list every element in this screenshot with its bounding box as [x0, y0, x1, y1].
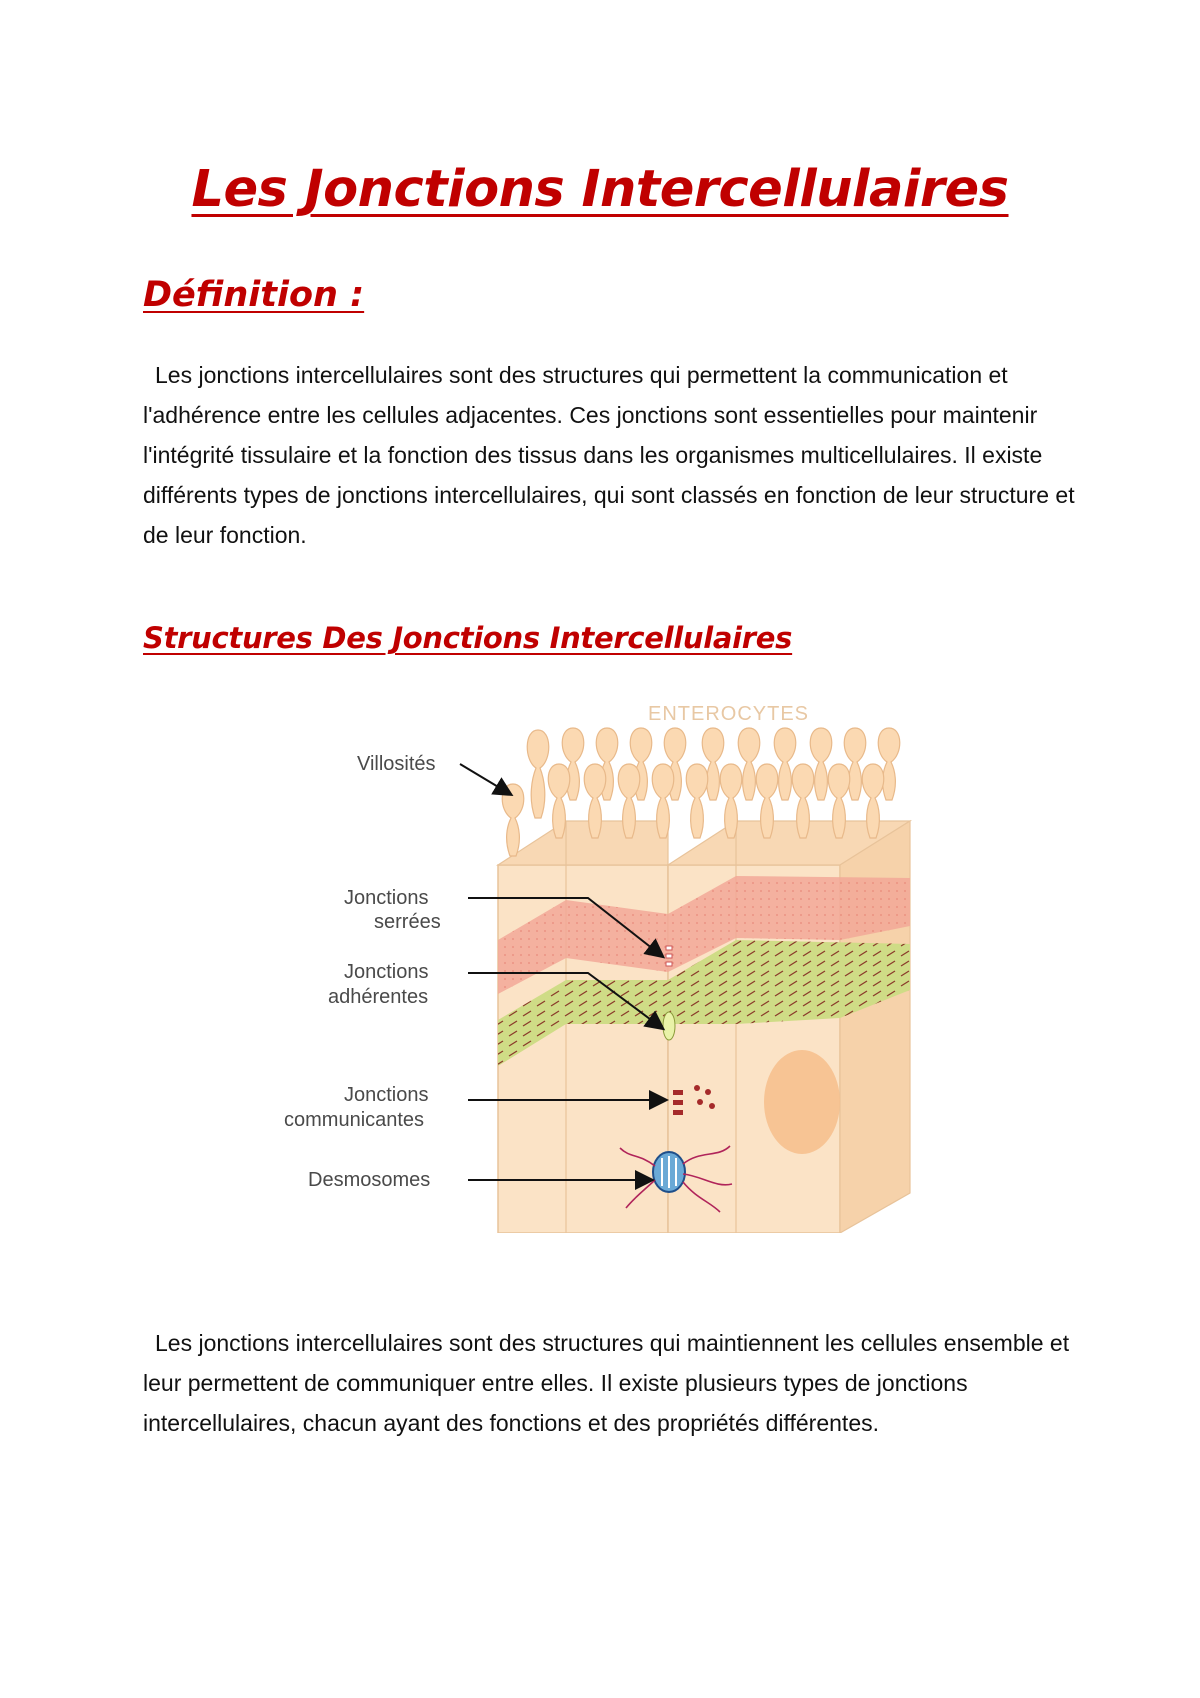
label-adherentes-2: adhérentes: [328, 986, 429, 1008]
label-serrees-2: serrées: [374, 911, 441, 933]
structures-heading: Structures Des Jonctions Intercellulaires: [143, 621, 793, 655]
label-communicantes-1: Jonctions: [344, 1084, 429, 1106]
document-title: Les Jonctions Intercellulaires: [191, 160, 1009, 219]
label-communicantes-2: communicantes: [284, 1109, 425, 1131]
conclusion-paragraph: Les jonctions intercellulaires sont des structures qui maintiennent les cellules ensemble et leur permettent de communiquer entre elles. Il existe plusieurs types de jonctions intercellulaires, chacun ayant des fonctions et des propriétés différentes.: [143, 1330, 1070, 1436]
enterocytes-diagram: [270, 688, 930, 1233]
microvilli: [502, 728, 900, 856]
definition-heading: Définition :: [143, 275, 365, 315]
definition-paragraph: Les jonctions intercellulaires sont des structures qui permettent la communication et l'adhérence entre les cellules adjacentes. Ces jonctions sont essentielles pour maintenir l'intégrité tissulaire et la fonction des tissus dans les organismes multicellulaires. Il existe différents types de jonctions intercellulaires, qui sont classés en fonction de leur structure et de leur fonction.: [143, 362, 1075, 548]
label-serrees-1: Jonctions: [344, 887, 429, 909]
label-adherentes-1: Jonctions: [344, 961, 429, 983]
adherens-junction-structure: [663, 1012, 675, 1040]
label-desmosomes: Desmosomes: [308, 1169, 431, 1191]
figure-header: ENTEROCYTES: [648, 703, 810, 725]
label-villosites: Villosités: [357, 753, 436, 775]
tight-junction-structure: [666, 946, 672, 966]
nucleus: [764, 1050, 840, 1154]
